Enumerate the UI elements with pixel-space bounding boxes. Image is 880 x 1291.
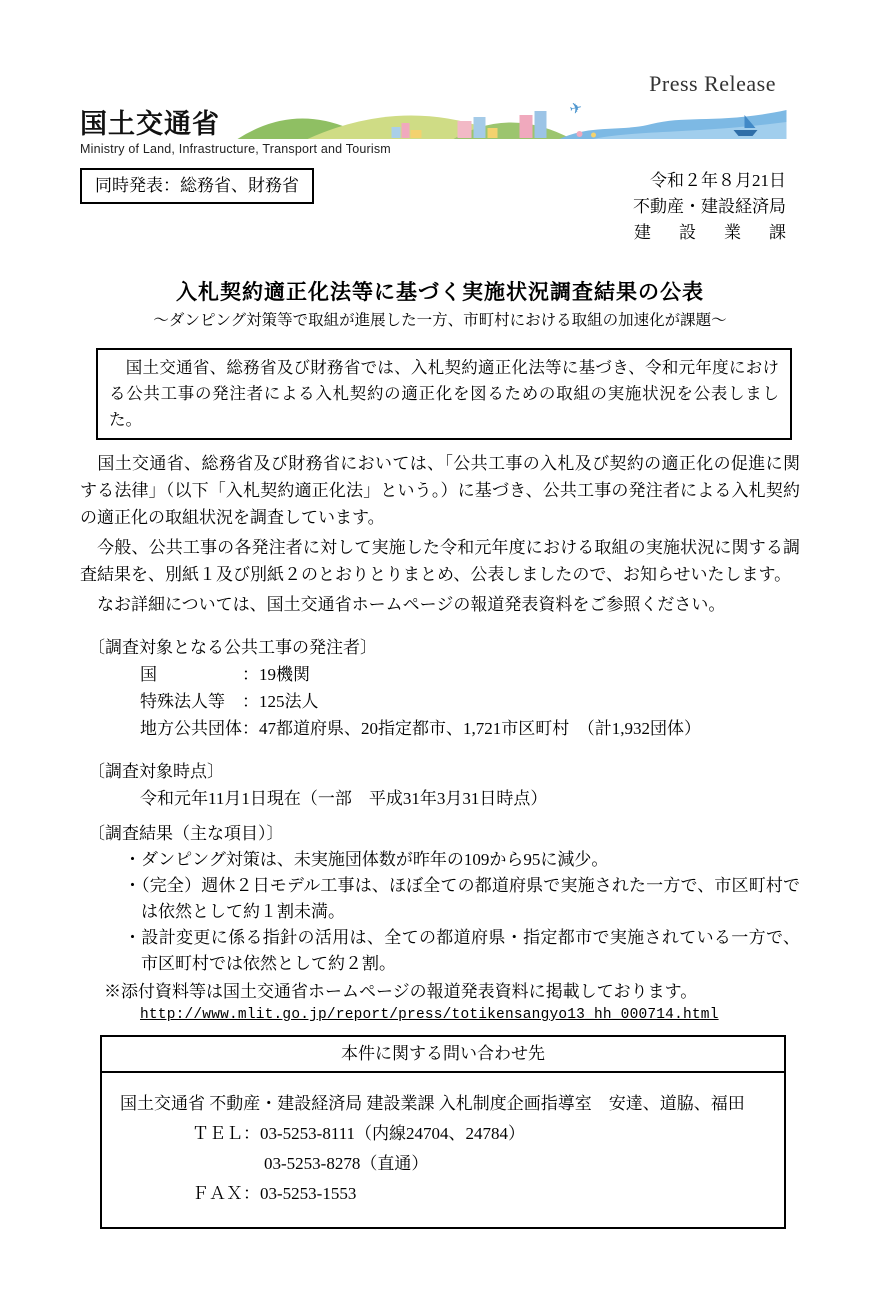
press-release-page: [0, 72, 880, 1229]
section-item: 地方公共団体：47都道府県、20指定都市、1,721市区町村 （計1,932団体）: [140, 719, 701, 738]
body-paragraph: なお詳細については、国土交通省ホームページの報道発表資料をご参照ください。: [80, 595, 726, 614]
bullet-item: ・（完全）週休２日モデル工事は、ほぼ全ての都道府県で実施された一方で、市区町村では依然として約１割未満。: [124, 876, 800, 921]
bureau-name: 不動産・建設経済局: [633, 197, 786, 216]
release-meta-row: [80, 168, 800, 246]
banner-illustration: [228, 94, 800, 140]
contact-tel-direct-line: 03-5253-8278（直通）: [264, 1154, 429, 1173]
bullet-item: ・ダンピング対策は、未実施団体数が昨年の109から95に減少。: [124, 850, 609, 869]
contact-body: [102, 1073, 784, 1227]
body-paragraph: 今般、公共工事の各発注者に対して実施した令和元年度における取組の実施状況に関する調査結果を、別紙１及び別紙２のとおりとりまとめ、公表しましたので、お知らせいたします。: [80, 538, 800, 584]
bullet-item: ・設計変更に係る指針の活用は、全ての都道府県・指定都市で実施されている一方で、市区町村では依然として約２割。: [124, 928, 800, 973]
survey-results-section: [80, 820, 800, 1023]
section-heading-survey-results: 〔調査結果（主な項目）〕: [88, 824, 284, 843]
contact-department-line: 国土交通省 不動産・建設経済局 建設業課 入札制度企画指導室 安達、道脇、福田: [120, 1094, 745, 1113]
contact-heading: 本件に関する問い合わせ先: [102, 1037, 784, 1073]
body-text: [80, 450, 800, 618]
press-release-label: Press Release: [649, 71, 776, 96]
section-item: 令和元年11月1日現在（一部 平成31年3月31日時点）: [140, 789, 548, 808]
release-date: 令和２年８月21日: [650, 171, 786, 190]
summary-box: 国土交通省、総務省及び財務省では、入札契約適正化法等に基づき、令和元年度における公共工事の発注者による入札契約の適正化を図るための取組の実施状況を公表しました。: [96, 348, 792, 440]
contact-fax-line: ＦＡＸ：03-5253-1553: [192, 1184, 357, 1203]
header-banner: [80, 94, 800, 140]
joint-release-box: 同時発表：総務省、財務省: [80, 168, 314, 204]
division-name: 建 設 業 課: [634, 223, 792, 242]
section-item: 特殊法人等 ：125法人: [140, 692, 319, 711]
ministry-logo-text: 国土交通省: [80, 109, 220, 139]
contact-box: [100, 1035, 786, 1229]
survey-date-section: [80, 758, 800, 812]
ministry-name-en: Ministry of Land, Infrastructure, Transport and Tourism: [80, 142, 391, 156]
page-subtitle: ～ダンピング対策等で取組が進展した一方、市町村における取組の加速化が課題～: [153, 312, 727, 329]
body-paragraph: 国土交通省、総務省及び財務省においては、「公共工事の入札及び契約の適正化の促進に関する法律」（以下「入札契約適正化法」という。）に基づき、公共工事の発注者による入札契約の適正化の取組状況を調査しています。: [80, 454, 800, 527]
page-title: 入札契約適正化法等に基づく実施状況調査結果の公表: [176, 280, 704, 304]
survey-target-section: [80, 634, 800, 742]
contact-tel-line: ＴＥＬ：03-5253-8111（内線24704、24784）: [192, 1124, 526, 1143]
section-heading-survey-target: 〔調査対象となる公共工事の発注者〕: [88, 638, 377, 657]
attachment-note: ※添付資料等は国土交通省ホームページの報道発表資料に掲載しております。: [104, 982, 698, 1001]
svg-text:✈: ✈: [568, 100, 584, 119]
press-release-link[interactable]: http://www.mlit.go.jp/report/press/totikensangyo13_hh_000714.html: [140, 1007, 719, 1023]
ministry-logo: [80, 108, 228, 140]
release-meta: [633, 168, 800, 246]
airplane-icon: [568, 100, 584, 118]
section-heading-survey-date: 〔調査対象時点〕: [88, 762, 224, 781]
section-item: 国 ：19機関: [140, 665, 310, 684]
